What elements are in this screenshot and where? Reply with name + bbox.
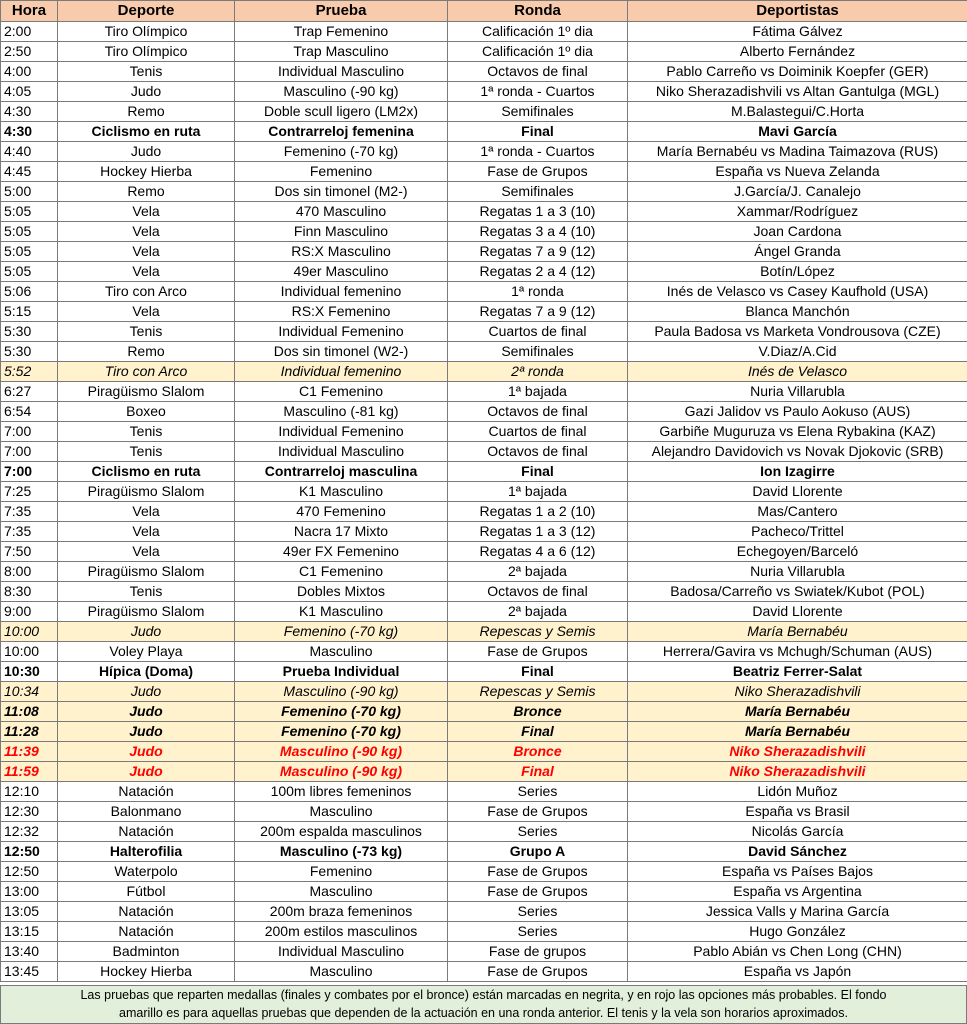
cell-deporte: Judo: [58, 762, 235, 782]
cell-deportistas: Niko Sherazadishvili: [628, 682, 967, 702]
table-row: [1, 782, 967, 802]
cell-ronda: 1ª bajada: [448, 382, 628, 402]
cell-hora: 5:05: [1, 262, 58, 282]
cell-deporte: Voley Playa: [58, 642, 235, 662]
cell-hora: 5:05: [1, 202, 58, 222]
cell-hora: 10:34: [1, 682, 58, 702]
cell-deportistas: Nuria Villarubla: [628, 382, 967, 402]
cell-hora: 6:54: [1, 402, 58, 422]
cell-prueba: Masculino: [235, 642, 448, 662]
cell-hora: 11:08: [1, 702, 58, 722]
table-row: [1, 362, 967, 382]
table-row: [1, 402, 967, 422]
cell-deporte: Vela: [58, 262, 235, 282]
table-row: [1, 142, 967, 162]
table-row: [1, 82, 967, 102]
cell-hora: 9:00: [1, 602, 58, 622]
cell-hora: 7:25: [1, 482, 58, 502]
cell-deportistas: España vs Brasil: [628, 802, 967, 822]
cell-ronda: Series: [448, 822, 628, 842]
cell-hora: 13:40: [1, 942, 58, 962]
cell-prueba: Finn Masculino: [235, 222, 448, 242]
cell-deporte: Boxeo: [58, 402, 235, 422]
cell-ronda: Regatas 1 a 2 (10): [448, 502, 628, 522]
cell-prueba: 49er FX Femenino: [235, 542, 448, 562]
cell-prueba: Femenino (-70 kg): [235, 702, 448, 722]
cell-deportistas: J.García/J. Canalejo: [628, 182, 967, 202]
cell-ronda: Final: [448, 662, 628, 682]
cell-deporte: Tenis: [58, 582, 235, 602]
cell-deporte: Tenis: [58, 322, 235, 342]
cell-deporte: Judo: [58, 82, 235, 102]
cell-hora: 12:50: [1, 842, 58, 862]
cell-deportistas: Hugo González: [628, 922, 967, 942]
cell-deporte: Tenis: [58, 442, 235, 462]
cell-deportistas: Niko Sherazadishvili vs Altan Gantulga (MGL): [628, 82, 967, 102]
cell-prueba: Individual femenino: [235, 362, 448, 382]
cell-deportistas: España vs Japón: [628, 962, 967, 982]
cell-hora: 11:59: [1, 762, 58, 782]
cell-ronda: Bronce: [448, 742, 628, 762]
cell-ronda: Cuartos de final: [448, 422, 628, 442]
cell-deporte: Piragüismo Slalom: [58, 602, 235, 622]
header-deportistas: Deportistas: [628, 1, 967, 22]
table-row: [1, 642, 967, 662]
cell-deportistas: María Bernabéu: [628, 702, 967, 722]
cell-ronda: Semifinales: [448, 342, 628, 362]
cell-ronda: Octavos de final: [448, 402, 628, 422]
cell-deporte: Remo: [58, 342, 235, 362]
cell-hora: 5:00: [1, 182, 58, 202]
cell-ronda: Series: [448, 922, 628, 942]
cell-hora: 7:00: [1, 462, 58, 482]
table-row: [1, 322, 967, 342]
cell-hora: 10:00: [1, 622, 58, 642]
cell-prueba: 200m braza femeninos: [235, 902, 448, 922]
cell-deportistas: Nuria Villarubla: [628, 562, 967, 582]
cell-ronda: Fase de Grupos: [448, 802, 628, 822]
table-row: [1, 162, 967, 182]
cell-deportistas: M.Balastegui/C.Horta: [628, 102, 967, 122]
cell-hora: 7:50: [1, 542, 58, 562]
cell-ronda: Fase de Grupos: [448, 962, 628, 982]
cell-hora: 5:52: [1, 362, 58, 382]
cell-deporte: Natación: [58, 782, 235, 802]
cell-deportistas: España vs Países Bajos: [628, 862, 967, 882]
footer-note-line1: Las pruebas que reparten medallas (finales y combates por el bronce) están marcadas en negrita, y en rojo las opciones más probables. El fondo: [80, 988, 887, 1002]
cell-hora: 5:30: [1, 342, 58, 362]
cell-prueba: Masculino (-90 kg): [235, 742, 448, 762]
table-row: [1, 302, 967, 322]
cell-deporte: Badminton: [58, 942, 235, 962]
cell-ronda: Semifinales: [448, 182, 628, 202]
cell-deporte: Fútbol: [58, 882, 235, 902]
cell-hora: 10:00: [1, 642, 58, 662]
cell-hora: 13:00: [1, 882, 58, 902]
cell-deporte: Tenis: [58, 62, 235, 82]
table-row: [1, 742, 967, 762]
cell-hora: 11:39: [1, 742, 58, 762]
cell-deporte: Judo: [58, 702, 235, 722]
cell-deporte: Judo: [58, 722, 235, 742]
cell-prueba: Femenino (-70 kg): [235, 142, 448, 162]
cell-ronda: Fase de Grupos: [448, 642, 628, 662]
cell-ronda: Regatas 4 a 6 (12): [448, 542, 628, 562]
header-ronda: Ronda: [448, 1, 628, 22]
cell-deportistas: Gazi Jalidov vs Paulo Aokuso (AUS): [628, 402, 967, 422]
table-row: [1, 442, 967, 462]
cell-deporte: Tiro Olímpico: [58, 42, 235, 62]
cell-prueba: Masculino: [235, 802, 448, 822]
cell-prueba: 49er Masculino: [235, 262, 448, 282]
cell-prueba: Masculino (-90 kg): [235, 82, 448, 102]
table-row: [1, 682, 967, 702]
cell-prueba: K1 Masculino: [235, 482, 448, 502]
cell-prueba: Individual Femenino: [235, 422, 448, 442]
table-row: [1, 242, 967, 262]
table-row: [1, 862, 967, 882]
cell-ronda: 1ª ronda - Cuartos: [448, 142, 628, 162]
cell-deportistas: Mavi García: [628, 122, 967, 142]
cell-ronda: 2ª ronda: [448, 362, 628, 382]
cell-deporte: Piragüismo Slalom: [58, 482, 235, 502]
cell-hora: 4:45: [1, 162, 58, 182]
cell-deporte: Ciclismo en ruta: [58, 122, 235, 142]
cell-prueba: Individual Femenino: [235, 322, 448, 342]
cell-ronda: Semifinales: [448, 102, 628, 122]
cell-hora: 5:05: [1, 222, 58, 242]
cell-hora: 13:45: [1, 962, 58, 982]
cell-hora: 11:28: [1, 722, 58, 742]
table-row: [1, 42, 967, 62]
cell-hora: 2:50: [1, 42, 58, 62]
cell-deporte: Remo: [58, 182, 235, 202]
cell-prueba: Nacra 17 Mixto: [235, 522, 448, 542]
cell-deporte: Judo: [58, 142, 235, 162]
header-deporte: Deporte: [58, 1, 235, 22]
cell-deportistas: Alberto Fernández: [628, 42, 967, 62]
cell-deporte: Hípica (Doma): [58, 662, 235, 682]
cell-hora: 10:30: [1, 662, 58, 682]
table-row: [1, 722, 967, 742]
table-row: [1, 902, 967, 922]
cell-ronda: Regatas 7 a 9 (12): [448, 242, 628, 262]
cell-ronda: Octavos de final: [448, 62, 628, 82]
cell-deportistas: Fátima Gálvez: [628, 22, 967, 42]
cell-deporte: Judo: [58, 682, 235, 702]
cell-deporte: Vela: [58, 222, 235, 242]
cell-deporte: Vela: [58, 542, 235, 562]
cell-deporte: Piragüismo Slalom: [58, 382, 235, 402]
cell-deportistas: Lidón Muñoz: [628, 782, 967, 802]
table-row: [1, 922, 967, 942]
cell-hora: 5:30: [1, 322, 58, 342]
cell-prueba: Trap Femenino: [235, 22, 448, 42]
cell-prueba: Masculino (-73 kg): [235, 842, 448, 862]
cell-deporte: Tiro con Arco: [58, 362, 235, 382]
table-row: [1, 942, 967, 962]
cell-ronda: Regatas 3 a 4 (10): [448, 222, 628, 242]
cell-deporte: Vela: [58, 242, 235, 262]
cell-ronda: 2ª bajada: [448, 602, 628, 622]
cell-deportistas: Garbiñe Muguruza vs Elena Rybakina (KAZ): [628, 422, 967, 442]
cell-hora: 12:32: [1, 822, 58, 842]
table-row: [1, 662, 967, 682]
cell-ronda: Regatas 1 a 3 (10): [448, 202, 628, 222]
cell-ronda: Regatas 1 a 3 (12): [448, 522, 628, 542]
cell-deportistas: Xammar/Rodríguez: [628, 202, 967, 222]
cell-deportistas: María Bernabéu: [628, 722, 967, 742]
cell-deportistas: Inés de Velasco vs Casey Kaufhold (USA): [628, 282, 967, 302]
cell-prueba: C1 Femenino: [235, 382, 448, 402]
cell-ronda: 1ª ronda: [448, 282, 628, 302]
cell-deportistas: Botín/López: [628, 262, 967, 282]
table-row: [1, 562, 967, 582]
cell-hora: 8:30: [1, 582, 58, 602]
header-hora: Hora: [1, 1, 58, 22]
cell-deportistas: España vs Argentina: [628, 882, 967, 902]
table-row: [1, 502, 967, 522]
table-row: [1, 542, 967, 562]
cell-deportistas: Pacheco/Trittel: [628, 522, 967, 542]
cell-ronda: Fase de Grupos: [448, 862, 628, 882]
cell-hora: 5:15: [1, 302, 58, 322]
cell-ronda: Regatas 2 a 4 (12): [448, 262, 628, 282]
cell-ronda: 1ª bajada: [448, 482, 628, 502]
table-row: [1, 22, 967, 42]
cell-deporte: Vela: [58, 202, 235, 222]
cell-prueba: Contrarreloj femenina: [235, 122, 448, 142]
cell-ronda: Grupo A: [448, 842, 628, 862]
cell-prueba: Individual femenino: [235, 282, 448, 302]
cell-hora: 7:00: [1, 422, 58, 442]
cell-deporte: Balonmano: [58, 802, 235, 822]
cell-deportistas: Badosa/Carreño vs Swiatek/Kubot (POL): [628, 582, 967, 602]
cell-prueba: RS:X Masculino: [235, 242, 448, 262]
cell-ronda: Fase de Grupos: [448, 162, 628, 182]
cell-deporte: Halterofilia: [58, 842, 235, 862]
cell-hora: 6:27: [1, 382, 58, 402]
cell-deporte: Remo: [58, 102, 235, 122]
cell-hora: 4:40: [1, 142, 58, 162]
cell-deporte: Hockey Hierba: [58, 162, 235, 182]
cell-prueba: K1 Masculino: [235, 602, 448, 622]
table-row: [1, 202, 967, 222]
cell-ronda: Octavos de final: [448, 442, 628, 462]
cell-deportistas: Niko Sherazadishvili: [628, 742, 967, 762]
cell-deportistas: María Bernabéu vs Madina Taimazova (RUS): [628, 142, 967, 162]
footer-note: [0, 985, 967, 1024]
table-row: [1, 122, 967, 142]
table-row: [1, 842, 967, 862]
table-row: [1, 622, 967, 642]
cell-hora: 4:05: [1, 82, 58, 102]
cell-deporte: Vela: [58, 522, 235, 542]
cell-deportistas: V.Diaz/A.Cid: [628, 342, 967, 362]
cell-ronda: Calificación 1º dia: [448, 22, 628, 42]
cell-deporte: Tenis: [58, 422, 235, 442]
cell-deporte: Piragüismo Slalom: [58, 562, 235, 582]
cell-hora: 7:00: [1, 442, 58, 462]
cell-deporte: Vela: [58, 502, 235, 522]
cell-ronda: Final: [448, 122, 628, 142]
cell-prueba: Prueba Individual: [235, 662, 448, 682]
cell-ronda: Regatas 7 a 9 (12): [448, 302, 628, 322]
cell-deporte: Waterpolo: [58, 862, 235, 882]
cell-deportistas: Pablo Carreño vs Doiminik Koepfer (GER): [628, 62, 967, 82]
cell-ronda: Cuartos de final: [448, 322, 628, 342]
table-row: [1, 702, 967, 722]
table-row: [1, 182, 967, 202]
cell-ronda: 2ª bajada: [448, 562, 628, 582]
cell-deporte: Ciclismo en ruta: [58, 462, 235, 482]
cell-hora: 4:30: [1, 102, 58, 122]
table-row: [1, 62, 967, 82]
cell-prueba: Individual Masculino: [235, 62, 448, 82]
cell-hora: 12:50: [1, 862, 58, 882]
cell-hora: 2:00: [1, 22, 58, 42]
cell-prueba: Individual Masculino: [235, 942, 448, 962]
cell-prueba: Doble scull ligero (LM2x): [235, 102, 448, 122]
cell-deportistas: David Llorente: [628, 482, 967, 502]
table-row: [1, 462, 967, 482]
cell-deporte: Tiro con Arco: [58, 282, 235, 302]
cell-prueba: Masculino (-81 kg): [235, 402, 448, 422]
table-row: [1, 222, 967, 242]
cell-prueba: Dobles Mixtos: [235, 582, 448, 602]
cell-prueba: Femenino: [235, 862, 448, 882]
cell-hora: 7:35: [1, 502, 58, 522]
cell-deportistas: Ángel Granda: [628, 242, 967, 262]
cell-prueba: Femenino (-70 kg): [235, 722, 448, 742]
cell-hora: 7:35: [1, 522, 58, 542]
cell-hora: 13:15: [1, 922, 58, 942]
cell-hora: 8:00: [1, 562, 58, 582]
cell-deportistas: David Sánchez: [628, 842, 967, 862]
cell-prueba: C1 Femenino: [235, 562, 448, 582]
cell-prueba: 470 Femenino: [235, 502, 448, 522]
cell-prueba: Femenino: [235, 162, 448, 182]
cell-deportistas: Alejandro Davidovich vs Novak Djokovic (SRB): [628, 442, 967, 462]
cell-deportistas: Echegoyen/Barceló: [628, 542, 967, 562]
table-row: [1, 342, 967, 362]
cell-prueba: Contrarreloj masculina: [235, 462, 448, 482]
cell-deportistas: Jessica Valls y Marina García: [628, 902, 967, 922]
cell-deportistas: Beatriz Ferrer-Salat: [628, 662, 967, 682]
cell-prueba: Masculino: [235, 882, 448, 902]
cell-hora: 12:30: [1, 802, 58, 822]
cell-deportistas: Mas/Cantero: [628, 502, 967, 522]
cell-prueba: Masculino (-90 kg): [235, 682, 448, 702]
cell-ronda: Series: [448, 782, 628, 802]
table-row: [1, 962, 967, 982]
table-row: [1, 262, 967, 282]
table-row: [1, 882, 967, 902]
cell-deportistas: María Bernabéu: [628, 622, 967, 642]
table-row: [1, 422, 967, 442]
cell-hora: 5:05: [1, 242, 58, 262]
schedule-body: [1, 22, 967, 982]
cell-deporte: Natación: [58, 922, 235, 942]
cell-deportistas: Inés de Velasco: [628, 362, 967, 382]
footer-note-line2: amarillo es para aquellas pruebas que dependen de la actuación en una ronda anterior. El tenis y la vela son horarios aproximados.: [119, 1006, 848, 1020]
cell-deporte: Vela: [58, 302, 235, 322]
cell-ronda: Calificación 1º dia: [448, 42, 628, 62]
cell-ronda: Octavos de final: [448, 582, 628, 602]
cell-hora: 5:06: [1, 282, 58, 302]
cell-ronda: Final: [448, 722, 628, 742]
cell-prueba: 470 Masculino: [235, 202, 448, 222]
cell-deportistas: David Llorente: [628, 602, 967, 622]
cell-prueba: Masculino (-90 kg): [235, 762, 448, 782]
table-row: [1, 482, 967, 502]
cell-deportistas: Niko Sherazadishvili: [628, 762, 967, 782]
cell-deporte: Natación: [58, 902, 235, 922]
table-row: [1, 382, 967, 402]
cell-deportistas: Blanca Manchón: [628, 302, 967, 322]
table-row: [1, 822, 967, 842]
table-row: [1, 802, 967, 822]
cell-deportistas: Ion Izagirre: [628, 462, 967, 482]
cell-prueba: Trap Masculino: [235, 42, 448, 62]
cell-ronda: Repescas y Semis: [448, 622, 628, 642]
cell-ronda: Repescas y Semis: [448, 682, 628, 702]
table-row: [1, 282, 967, 302]
cell-prueba: Dos sin timonel (M2-): [235, 182, 448, 202]
table-row: [1, 582, 967, 602]
cell-hora: 4:00: [1, 62, 58, 82]
cell-ronda: Fase de Grupos: [448, 882, 628, 902]
cell-ronda: Bronce: [448, 702, 628, 722]
cell-prueba: Masculino: [235, 962, 448, 982]
header-prueba: Prueba: [235, 1, 448, 22]
cell-ronda: Final: [448, 762, 628, 782]
cell-deporte: Judo: [58, 622, 235, 642]
cell-ronda: Fase de grupos: [448, 942, 628, 962]
table-row: [1, 102, 967, 122]
table-row: [1, 522, 967, 542]
cell-prueba: 200m estilos masculinos: [235, 922, 448, 942]
cell-deportistas: Nicolás García: [628, 822, 967, 842]
cell-deportistas: Herrera/Gavira vs Mchugh/Schuman (AUS): [628, 642, 967, 662]
cell-prueba: 200m espalda masculinos: [235, 822, 448, 842]
cell-ronda: 1ª ronda - Cuartos: [448, 82, 628, 102]
cell-hora: 13:05: [1, 902, 58, 922]
cell-prueba: Dos sin timonel (W2-): [235, 342, 448, 362]
table-row: [1, 602, 967, 622]
cell-prueba: RS:X Femenino: [235, 302, 448, 322]
cell-deportistas: Pablo Abián vs Chen Long (CHN): [628, 942, 967, 962]
cell-deportistas: Joan Cardona: [628, 222, 967, 242]
cell-deporte: Judo: [58, 742, 235, 762]
cell-prueba: 100m libres femeninos: [235, 782, 448, 802]
cell-deportistas: España vs Nueva Zelanda: [628, 162, 967, 182]
cell-prueba: Individual Masculino: [235, 442, 448, 462]
cell-deporte: Natación: [58, 822, 235, 842]
cell-deporte: Hockey Hierba: [58, 962, 235, 982]
cell-hora: 4:30: [1, 122, 58, 142]
cell-prueba: Femenino (-70 kg): [235, 622, 448, 642]
cell-ronda: Series: [448, 902, 628, 922]
header-row: [1, 1, 967, 22]
cell-ronda: Final: [448, 462, 628, 482]
cell-hora: 12:10: [1, 782, 58, 802]
table-row: [1, 762, 967, 782]
cell-deportistas: Paula Badosa vs Marketa Vondrousova (CZE): [628, 322, 967, 342]
cell-deporte: Tiro Olímpico: [58, 22, 235, 42]
